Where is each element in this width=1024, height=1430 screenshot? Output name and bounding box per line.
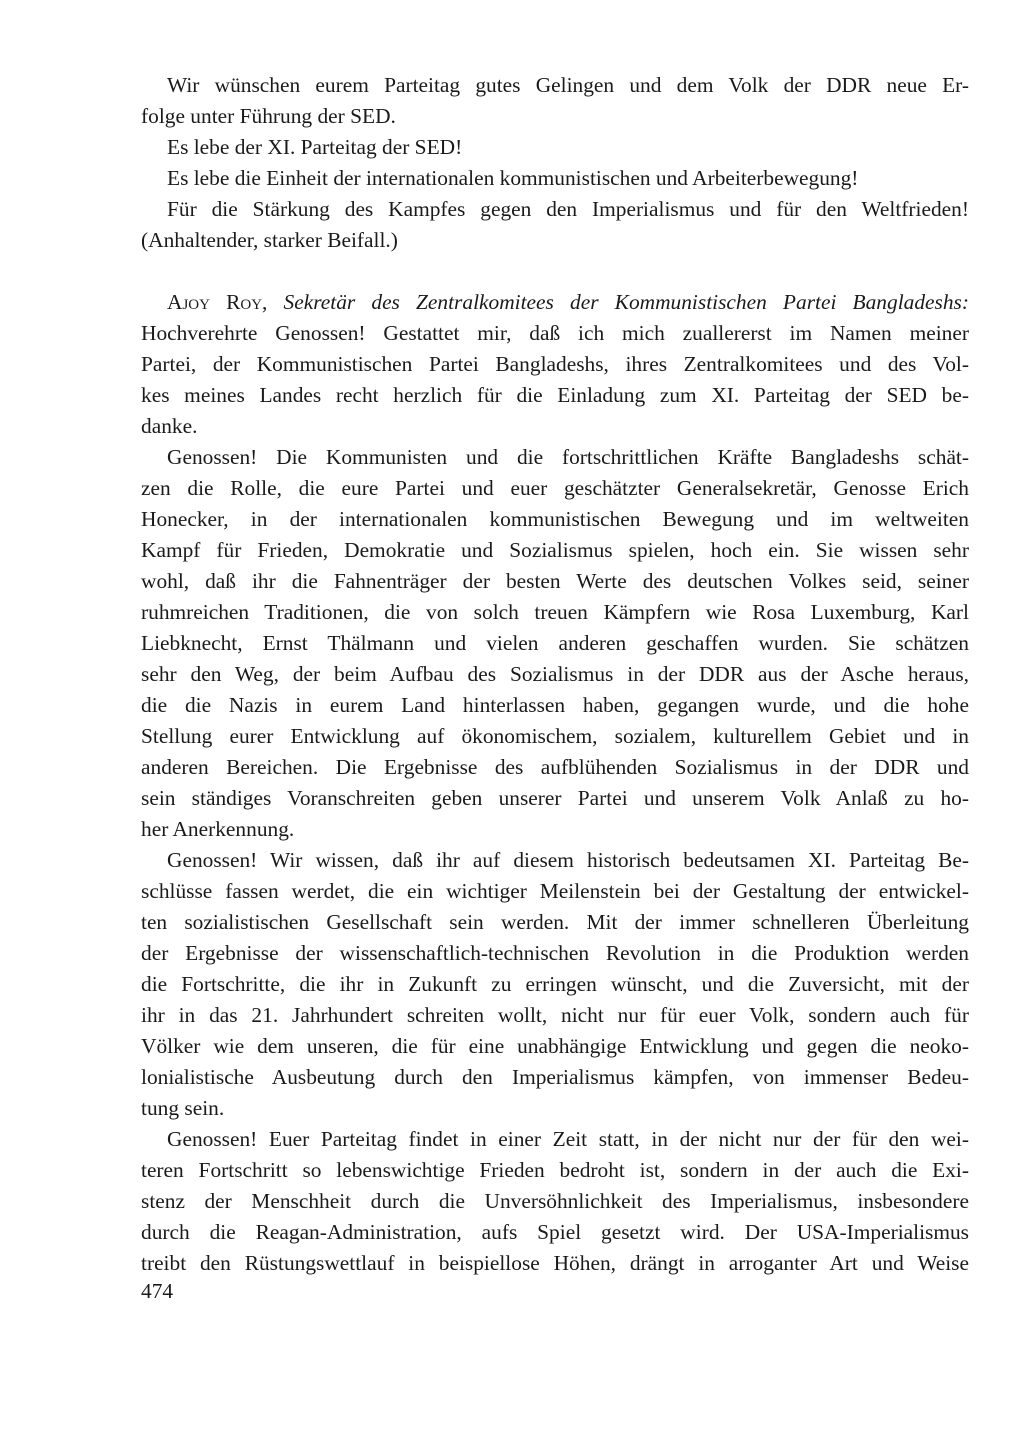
text-line: Genossen! Wir wissen, daß ihr auf diesem historisch bedeutsamen XI. Parteitag Be-	[167, 848, 969, 872]
text-line: teren Fortschritt so lebenswichtige Frieden bedroht ist, sondern in der auch die Exi-	[141, 1158, 969, 1182]
text-line: stenz der Menschheit durch die Unversöhnlichkeit des Imperialismus, insbesondere	[141, 1189, 969, 1213]
text-line: Es lebe der XI. Parteitag der SED!	[167, 135, 463, 159]
text-line: folge unter Führung der SED.	[141, 104, 396, 128]
page-number: 474	[141, 1279, 174, 1303]
text-line: Hochverehrte Genossen! Gestattet mir, daß ich mich zuallererst im Namen meiner	[141, 321, 969, 345]
text-line: durch die Reagan-Administration, aufs Spiel gesetzt wird. Der USA-Imperialismus	[141, 1220, 969, 1244]
text-line: Es lebe die Einheit der internationalen kommunistischen und Arbeiterbewegung!	[167, 166, 859, 190]
document-page	[141, 70, 969, 1279]
text-line: ten sozialistischen Gesellschaft sein werden. Mit der immer schnelleren Überleitung	[141, 910, 969, 934]
text-line: Honecker, in der internationalen kommunistischen Bewegung und im weltweiten	[141, 507, 969, 531]
text-line: ruhmreichen Traditionen, die von solch treuen Kämpfern wie Rosa Luxemburg, Karl	[141, 600, 969, 624]
text-line: die die Nazis in eurem Land hinterlassen haben, gegangen wurde, und die hohe	[141, 693, 969, 717]
speaker-role: Sekretär des Zentralkomitees der Kommunistischen Partei Bangladeshs:	[283, 290, 969, 314]
text-line: tung sein.	[141, 1096, 225, 1120]
speech-block	[141, 287, 969, 1279]
text-line: anderen Bereichen. Die Ergebnisse des aufblühenden Sozialismus in der DDR und	[141, 755, 969, 779]
text-line: treibt den Rüstungswettlauf in beispiellose Höhen, drängt in arroganter Art und Weise	[141, 1251, 969, 1275]
text-line: Wir wünschen eurem Parteitag gutes Gelingen und dem Volk der DDR neue Er-	[167, 73, 969, 97]
text-line: kes meines Landes recht herzlich für die Einladung zum XI. Parteitag der SED be-	[141, 383, 969, 407]
text-line: danke.	[141, 414, 198, 438]
speaker-name: Ajoy Roy,	[167, 290, 268, 314]
text-line: Genossen! Euer Parteitag findet in einer Zeit statt, in der nicht nur der für den wei-	[167, 1127, 969, 1151]
text-line: Für die Stärkung des Kampfes gegen den Imperialismus und für den Weltfrieden!	[167, 197, 969, 221]
text-line: ihr in das 21. Jahrhundert schreiten wollt, nicht nur für euer Volk, sondern auch für	[141, 1003, 969, 1027]
section-gap	[141, 256, 969, 287]
text-line: Liebknecht, Ernst Thälmann und vielen anderen geschaffen wurden. Sie schätzen	[141, 631, 969, 655]
text-line: her Anerkennung.	[141, 817, 295, 841]
applause-note: (Anhaltender, starker Beifall.)	[141, 228, 398, 252]
text-line: sehr den Weg, der beim Aufbau des Sozialismus in der DDR aus der Asche heraus,	[141, 662, 969, 686]
text-line: wohl, daß ihr die Fahnenträger der besten Werte des deutschen Volkes seid, seiner	[141, 569, 969, 593]
text-line: Genossen! Die Kommunisten und die fortschrittlichen Kräfte Bangladeshs schät-	[167, 445, 969, 469]
text-line: die Fortschritte, die ihr in Zukunft zu erringen wünscht, und die Zuversicht, mit der	[141, 972, 969, 996]
text-line: sein ständiges Voranschreiten geben unserer Partei und unserem Volk Anlaß zu ho-	[141, 786, 969, 810]
text-line: der Ergebnisse der wissenschaftlich-technischen Revolution in die Produktion werden	[141, 941, 969, 965]
text-line: Kampf für Frieden, Demokratie und Sozialismus spielen, hoch ein. Sie wissen sehr	[141, 538, 969, 562]
text-line: Völker wie dem unseren, die für eine unabhängige Entwicklung und gegen die neoko-	[141, 1034, 969, 1058]
text-line: zen die Rolle, die eure Partei und euer geschätzter Generalsekretär, Genosse Erich	[141, 476, 969, 500]
text-line: lonialistische Ausbeutung durch den Imperialismus kämpfen, von immenser Bedeu-	[141, 1065, 969, 1089]
text-line: Partei, der Kommunistischen Partei Bangladeshs, ihres Zentralkomitees und des Vol-	[141, 352, 969, 376]
text-line: Stellung eurer Entwicklung auf ökonomischem, sozialem, kulturellem Gebiet und in	[141, 724, 969, 748]
closing-greetings	[141, 70, 969, 256]
speaker-heading	[141, 287, 969, 318]
text-line: schlüsse fassen werdet, die ein wichtiger Meilenstein bei der Gestaltung der entwickel-	[141, 879, 969, 903]
